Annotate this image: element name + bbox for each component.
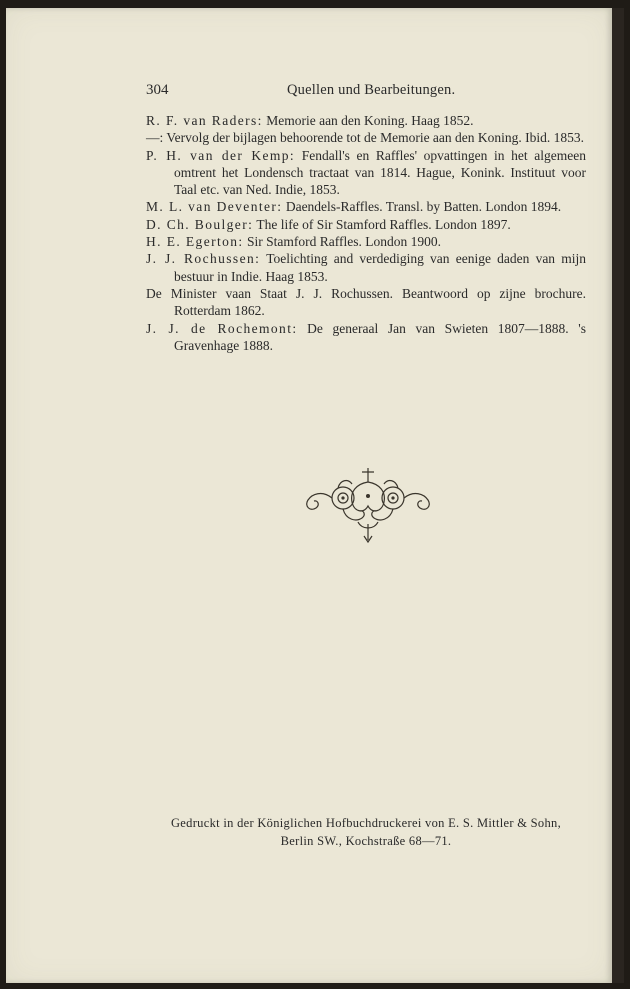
page-header <box>146 82 584 104</box>
entry-text: Memorie aan den Koning. Haag 1852. <box>262 113 474 128</box>
bibliography-entry <box>146 147 586 199</box>
entry-text: Vervolg der bijlagen behoorende tot de Memorie aan den Koning. Ibid. 1853. <box>163 130 585 146</box>
colophon-line: Berlin SW., Kochstraße 68—71. <box>280 834 452 848</box>
running-title: Quellen und Bearbeitungen. <box>287 82 456 98</box>
entry-author: —: <box>146 130 164 146</box>
book-spine-edge <box>612 8 624 983</box>
bibliography-entry <box>146 250 586 285</box>
entry-text: The life of Sir Stamford Raffles. London 1897. <box>253 216 511 232</box>
bibliography-entry <box>146 285 586 320</box>
entry-text: Toelichting and verdediging van eenige daden van mijn bestuur in Indie. Haag 1853. <box>174 251 586 284</box>
entry-text: Sir Stamford Raffles. London 1900. <box>243 234 441 250</box>
bibliography-entry <box>146 198 586 215</box>
entry-text: De generaal Jan van Swieten 1807—1888. 's Gravenhage 1888. <box>174 320 586 353</box>
entry-author: R. F. van Raders: <box>146 113 263 128</box>
entry-author: D. Ch. Boulger: <box>146 216 254 232</box>
bibliography-entry <box>146 320 586 355</box>
bibliography-list <box>146 112 586 354</box>
page-number: 304 <box>146 82 169 98</box>
entry-author: De Minister vaan Staat J. J. Rochussen. <box>146 285 393 301</box>
entry-author: J. J. Rochussen: <box>146 251 261 267</box>
bibliography-entry <box>146 112 586 129</box>
entry-text: Beantwoord op zijne brochure. Rotterdam 1862. <box>174 285 587 319</box>
entry-text: Daendels-Raffles. Transl. by Batten. London 1894. <box>282 199 562 215</box>
printer-colophon <box>146 814 586 850</box>
floral-ornament-icon <box>298 460 438 550</box>
entry-author: M. L. van Deventer: <box>146 199 283 215</box>
colophon-line: Gedruckt in der Königlichen Hofbuchdruckerei von E. S. Mittler & Sohn, <box>170 816 562 830</box>
bibliography-entry <box>146 129 586 146</box>
entry-author: P. H. van der Kemp: <box>146 147 296 163</box>
entry-text: Fendall's en Raffles' opvattingen in het algemeen omtrent het Londensch tractaat van 1814. Hague, Konink. Instituut voor Taal etc. van Ned. Indie, 1853. <box>174 147 586 198</box>
bibliography-entry <box>146 216 586 233</box>
entry-author: H. E. Egerton: <box>146 234 244 250</box>
entry-author: J. J. de Rochemont: <box>146 320 298 336</box>
bibliography-entry <box>146 233 586 250</box>
